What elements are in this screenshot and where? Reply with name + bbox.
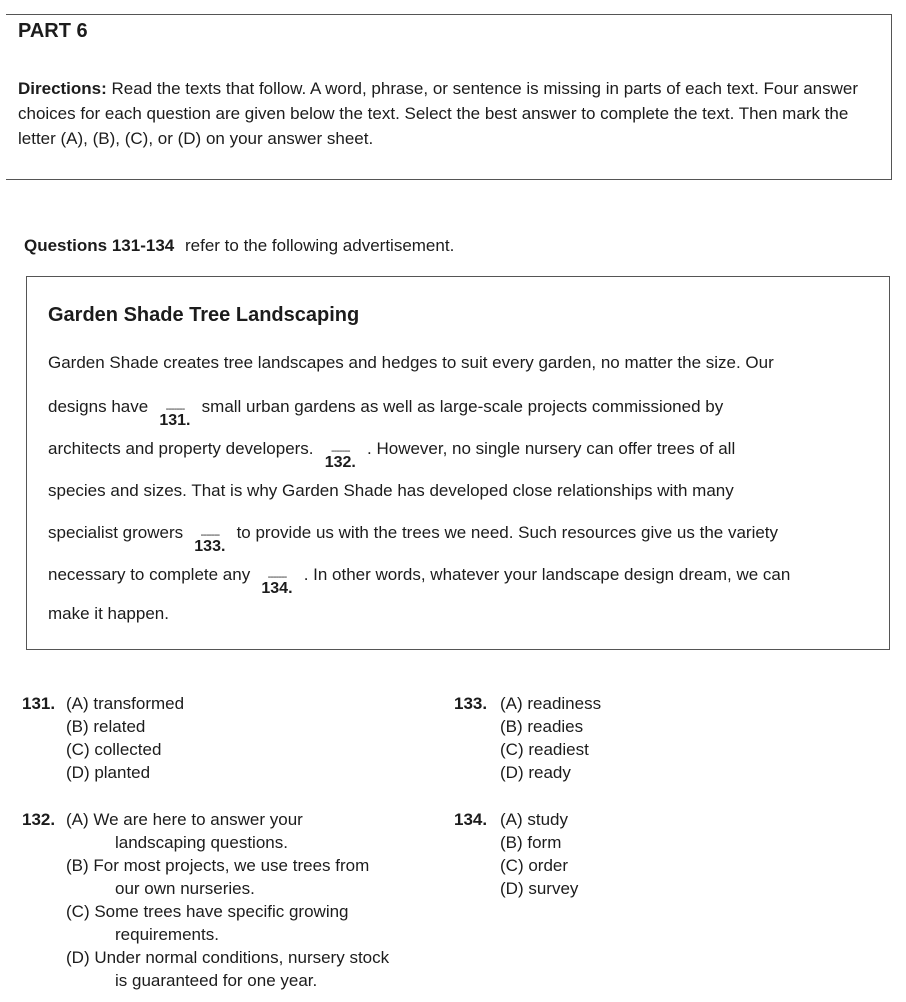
directions-label: Directions: [18, 79, 107, 98]
ad-text: designs have [48, 397, 149, 416]
blank-marker: ------- [165, 403, 185, 415]
blank-marker: ------- [200, 529, 220, 541]
ad-line [48, 481, 734, 501]
blank-number: 133. [194, 538, 226, 555]
ad-text: architects and property developers. [48, 439, 314, 458]
ad-text: necessary to complete any [48, 565, 251, 584]
question-133-option-b[interactable]: (B) readies [500, 717, 584, 736]
question-133-option-a[interactable]: (A) readiness [500, 694, 602, 713]
question-131-option-c[interactable]: (C) collected [66, 740, 162, 759]
ad-line [48, 439, 736, 471]
question-133-number: 133. [454, 694, 488, 713]
question-132-number: 132. [22, 810, 56, 829]
question-134-number: 134. [454, 810, 488, 829]
question-131-number: 131. [22, 694, 56, 713]
question-132-option-d-cont: is guaranteed for one year. [115, 971, 318, 990]
blank-134 [255, 571, 299, 597]
question-131-option-d[interactable]: (D) planted [66, 763, 151, 782]
part-title: PART 6 [18, 20, 88, 42]
ad-text: to provide us with the trees we need. Such resources give us the variety [236, 523, 779, 542]
blank-131 [153, 403, 197, 429]
ad-text: . However, no single nursery can offer trees of all [367, 439, 736, 458]
ad-text: . In other words, whatever your landscape design dream, we can [303, 565, 791, 584]
question-132-option-c[interactable]: (C) Some trees have specific growing [66, 902, 349, 921]
questions-range: Questions 131-134 [24, 236, 175, 255]
ad-text: small urban gardens as well as large-scale projects commissioned by [201, 397, 724, 416]
directions-body: Read the texts that follow. A word, phrase, or sentence is missing in parts of each text. Four answer choices for each question are given below the text. Select the best answer to complete the text. Then mark the letter (A), (B), (C), or (D) on your answer sheet. [18, 79, 859, 148]
question-131-option-a[interactable]: (A) transformed [66, 694, 185, 713]
question-131-option-b[interactable]: (B) related [66, 717, 146, 736]
question-132-option-b[interactable]: (B) For most projects, we use trees from [66, 856, 370, 875]
question-134-option-a[interactable]: (A) study [500, 810, 569, 829]
ad-line [48, 565, 791, 597]
question-132-option-c-cont: requirements. [115, 925, 219, 944]
blank-marker: ------- [330, 445, 350, 457]
ad-line [48, 397, 724, 429]
blank-133 [188, 529, 232, 555]
questions-intro [24, 236, 454, 256]
blank-number: 132. [324, 454, 356, 471]
ad-line [48, 604, 169, 624]
directions-text [18, 76, 880, 151]
question-134-option-d[interactable]: (D) survey [500, 879, 579, 898]
question-134-option-c[interactable]: (C) order [500, 856, 569, 875]
advertisement-title: Garden Shade Tree Landscaping [48, 304, 360, 326]
question-133-option-d[interactable]: (D) ready [500, 763, 571, 782]
blank-number: 134. [261, 580, 293, 597]
blank-marker: ------- [267, 571, 287, 583]
ad-text: species and sizes. That is why Garden Shade has developed close relationships with many [48, 481, 734, 500]
blank-number: 131. [159, 412, 191, 429]
question-133-option-c[interactable]: (C) readiest [500, 740, 589, 759]
ad-text: make it happen. [48, 604, 169, 623]
ad-text: Garden Shade creates tree landscapes and hedges to suit every garden, no matter the size. Our [48, 353, 774, 372]
ad-line [48, 523, 779, 555]
ad-text: specialist growers [48, 523, 184, 542]
question-132-option-a-cont: landscaping questions. [115, 833, 288, 852]
questions-intro-text: refer to the following advertisement. [184, 236, 455, 255]
blank-132 [318, 445, 362, 471]
question-132-option-a[interactable]: (A) We are here to answer your [66, 810, 303, 829]
question-132-option-b-cont: our own nurseries. [115, 879, 255, 898]
advertisement-box [26, 276, 890, 650]
question-132-option-d[interactable]: (D) Under normal conditions, nursery stock [66, 948, 390, 967]
ad-line [48, 353, 774, 373]
question-134-option-b[interactable]: (B) form [500, 833, 562, 852]
